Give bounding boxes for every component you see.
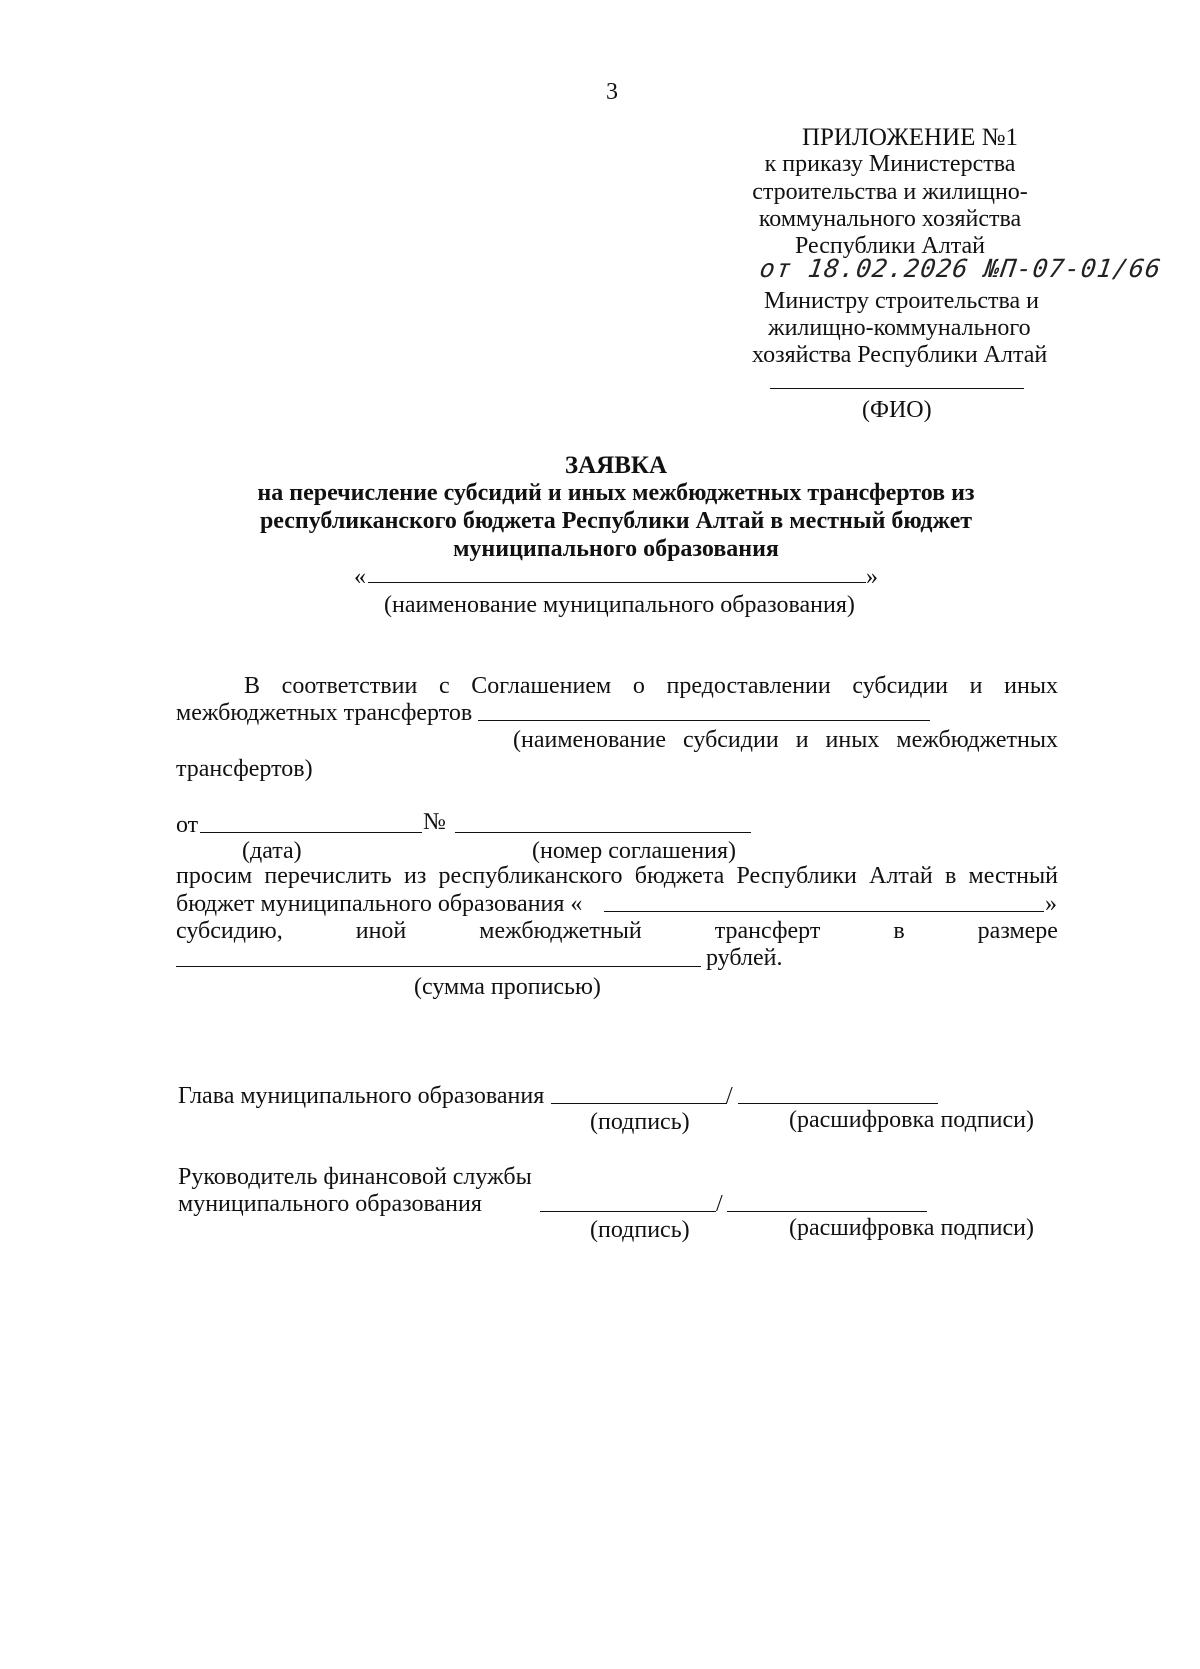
request-word: просим: [176, 863, 253, 889]
page-number: 3: [606, 79, 618, 105]
head-decoding-line: [738, 1103, 938, 1104]
handwritten-order-reference: от 18.02.2026 №П-07-01/66: [757, 254, 1164, 283]
finance-signature-caption: (подпись): [590, 1217, 690, 1243]
finance-label-line-1: Руководитель финансовой службы: [178, 1164, 532, 1190]
body-word: субсидии: [852, 673, 949, 699]
body-word: иных: [1004, 673, 1058, 699]
title-line-2: республиканского бюджета Республики Алтай в местный бюджет: [259, 508, 973, 534]
head-signature-line: [551, 1103, 727, 1104]
municipality-open-quote: «: [354, 564, 366, 590]
appendix-title: ПРИЛОЖЕНИЕ №1: [801, 124, 1019, 151]
request-word: в: [944, 863, 957, 889]
document-heading: ЗАЯВКА: [564, 452, 668, 479]
agreement-number-caption: (номер соглашения): [532, 838, 736, 864]
request-word: перечислить: [264, 863, 392, 889]
finance-signature-line: [540, 1211, 716, 1212]
body-word: Соглашением: [471, 673, 612, 699]
head-decoding-caption: (расшифровка подписи): [789, 1107, 1034, 1133]
appendix-line-1: к приказу Министерства: [764, 151, 1016, 177]
subsidy-name-line: [478, 720, 930, 721]
caption-word: и: [795, 727, 809, 753]
number-label: №: [423, 809, 446, 835]
appendix-line-3: коммунального хозяйства: [758, 206, 1022, 232]
caption-word: (наименование: [513, 727, 667, 753]
finance-slash: /: [716, 1191, 723, 1217]
rubles-label: рублей.: [706, 945, 783, 971]
subsidy-name-caption: [513, 726, 1058, 754]
budget-municipality-line: [604, 911, 1044, 912]
amount-word: размере: [977, 918, 1058, 944]
appendix-line-2: строительства и жилищно-: [752, 179, 1028, 205]
body-word: о: [632, 673, 645, 699]
municipality-close-quote: »: [866, 564, 878, 590]
subsidy-name-caption-continued: трансфертов): [176, 756, 313, 782]
body-word: с: [438, 673, 450, 699]
amount-word: в: [893, 918, 905, 944]
request-word: Алтай: [869, 863, 933, 889]
budget-close-quote: »: [1045, 891, 1057, 917]
request-word: из: [403, 863, 427, 889]
caption-word: субсидии: [683, 727, 779, 753]
from-label: от: [176, 812, 199, 838]
caption-word: иных: [825, 727, 880, 753]
agreement-number-line: [455, 832, 751, 833]
amount-word: иной: [355, 918, 407, 944]
appendix-line-4: Республики Алтай: [795, 233, 985, 259]
addressee-line-3: хозяйства Республики Алтай: [752, 342, 1048, 368]
request-line-1: [176, 862, 1058, 890]
finance-label-line-2: муниципального образования: [178, 1191, 482, 1217]
body-word: В: [244, 673, 261, 699]
title-line-3: муниципального образования: [453, 536, 779, 562]
amount-line: [176, 917, 1058, 945]
finance-decoding-caption: (расшифровка подписи): [789, 1215, 1034, 1241]
head-signature-caption: (подпись): [590, 1109, 690, 1135]
request-word: Республики: [736, 863, 857, 889]
date-line: [200, 832, 422, 833]
amount-in-words-line: [176, 966, 701, 967]
fio-blank-line: [770, 388, 1024, 389]
addressee-line-2: жилищно-коммунального: [768, 315, 1031, 341]
body-paragraph-line-2: межбюджетных трансфертов: [176, 700, 473, 726]
request-word: бюджета: [634, 863, 725, 889]
request-word: местный: [968, 863, 1058, 889]
amount-word: субсидию,: [176, 918, 283, 944]
sum-caption: (сумма прописью): [414, 974, 601, 1000]
head-label: Глава муниципального образования: [178, 1083, 545, 1109]
fio-caption: (ФИО): [862, 397, 932, 423]
body-word: и: [969, 673, 983, 699]
title-line-1: на перечисление субсидий и иных межбюджетных трансфертов из: [257, 480, 975, 506]
body-paragraph-line-1: [244, 672, 1058, 700]
request-word: республиканского: [438, 863, 623, 889]
amount-word: межбюджетный: [479, 918, 642, 944]
municipality-caption: (наименование муниципального образования): [384, 592, 855, 618]
caption-word: межбюджетных: [896, 727, 1058, 753]
amount-word: трансферт: [714, 918, 821, 944]
budget-label: бюджет муниципального образования «: [176, 891, 583, 917]
addressee-line-1: Министру строительства и: [764, 288, 1039, 314]
body-word: предоставлении: [666, 673, 831, 699]
municipality-name-line: [368, 582, 866, 583]
finance-decoding-line: [727, 1211, 927, 1212]
body-word: соответствии: [281, 673, 418, 699]
date-caption: (дата): [242, 838, 302, 864]
head-slash: /: [726, 1083, 733, 1109]
